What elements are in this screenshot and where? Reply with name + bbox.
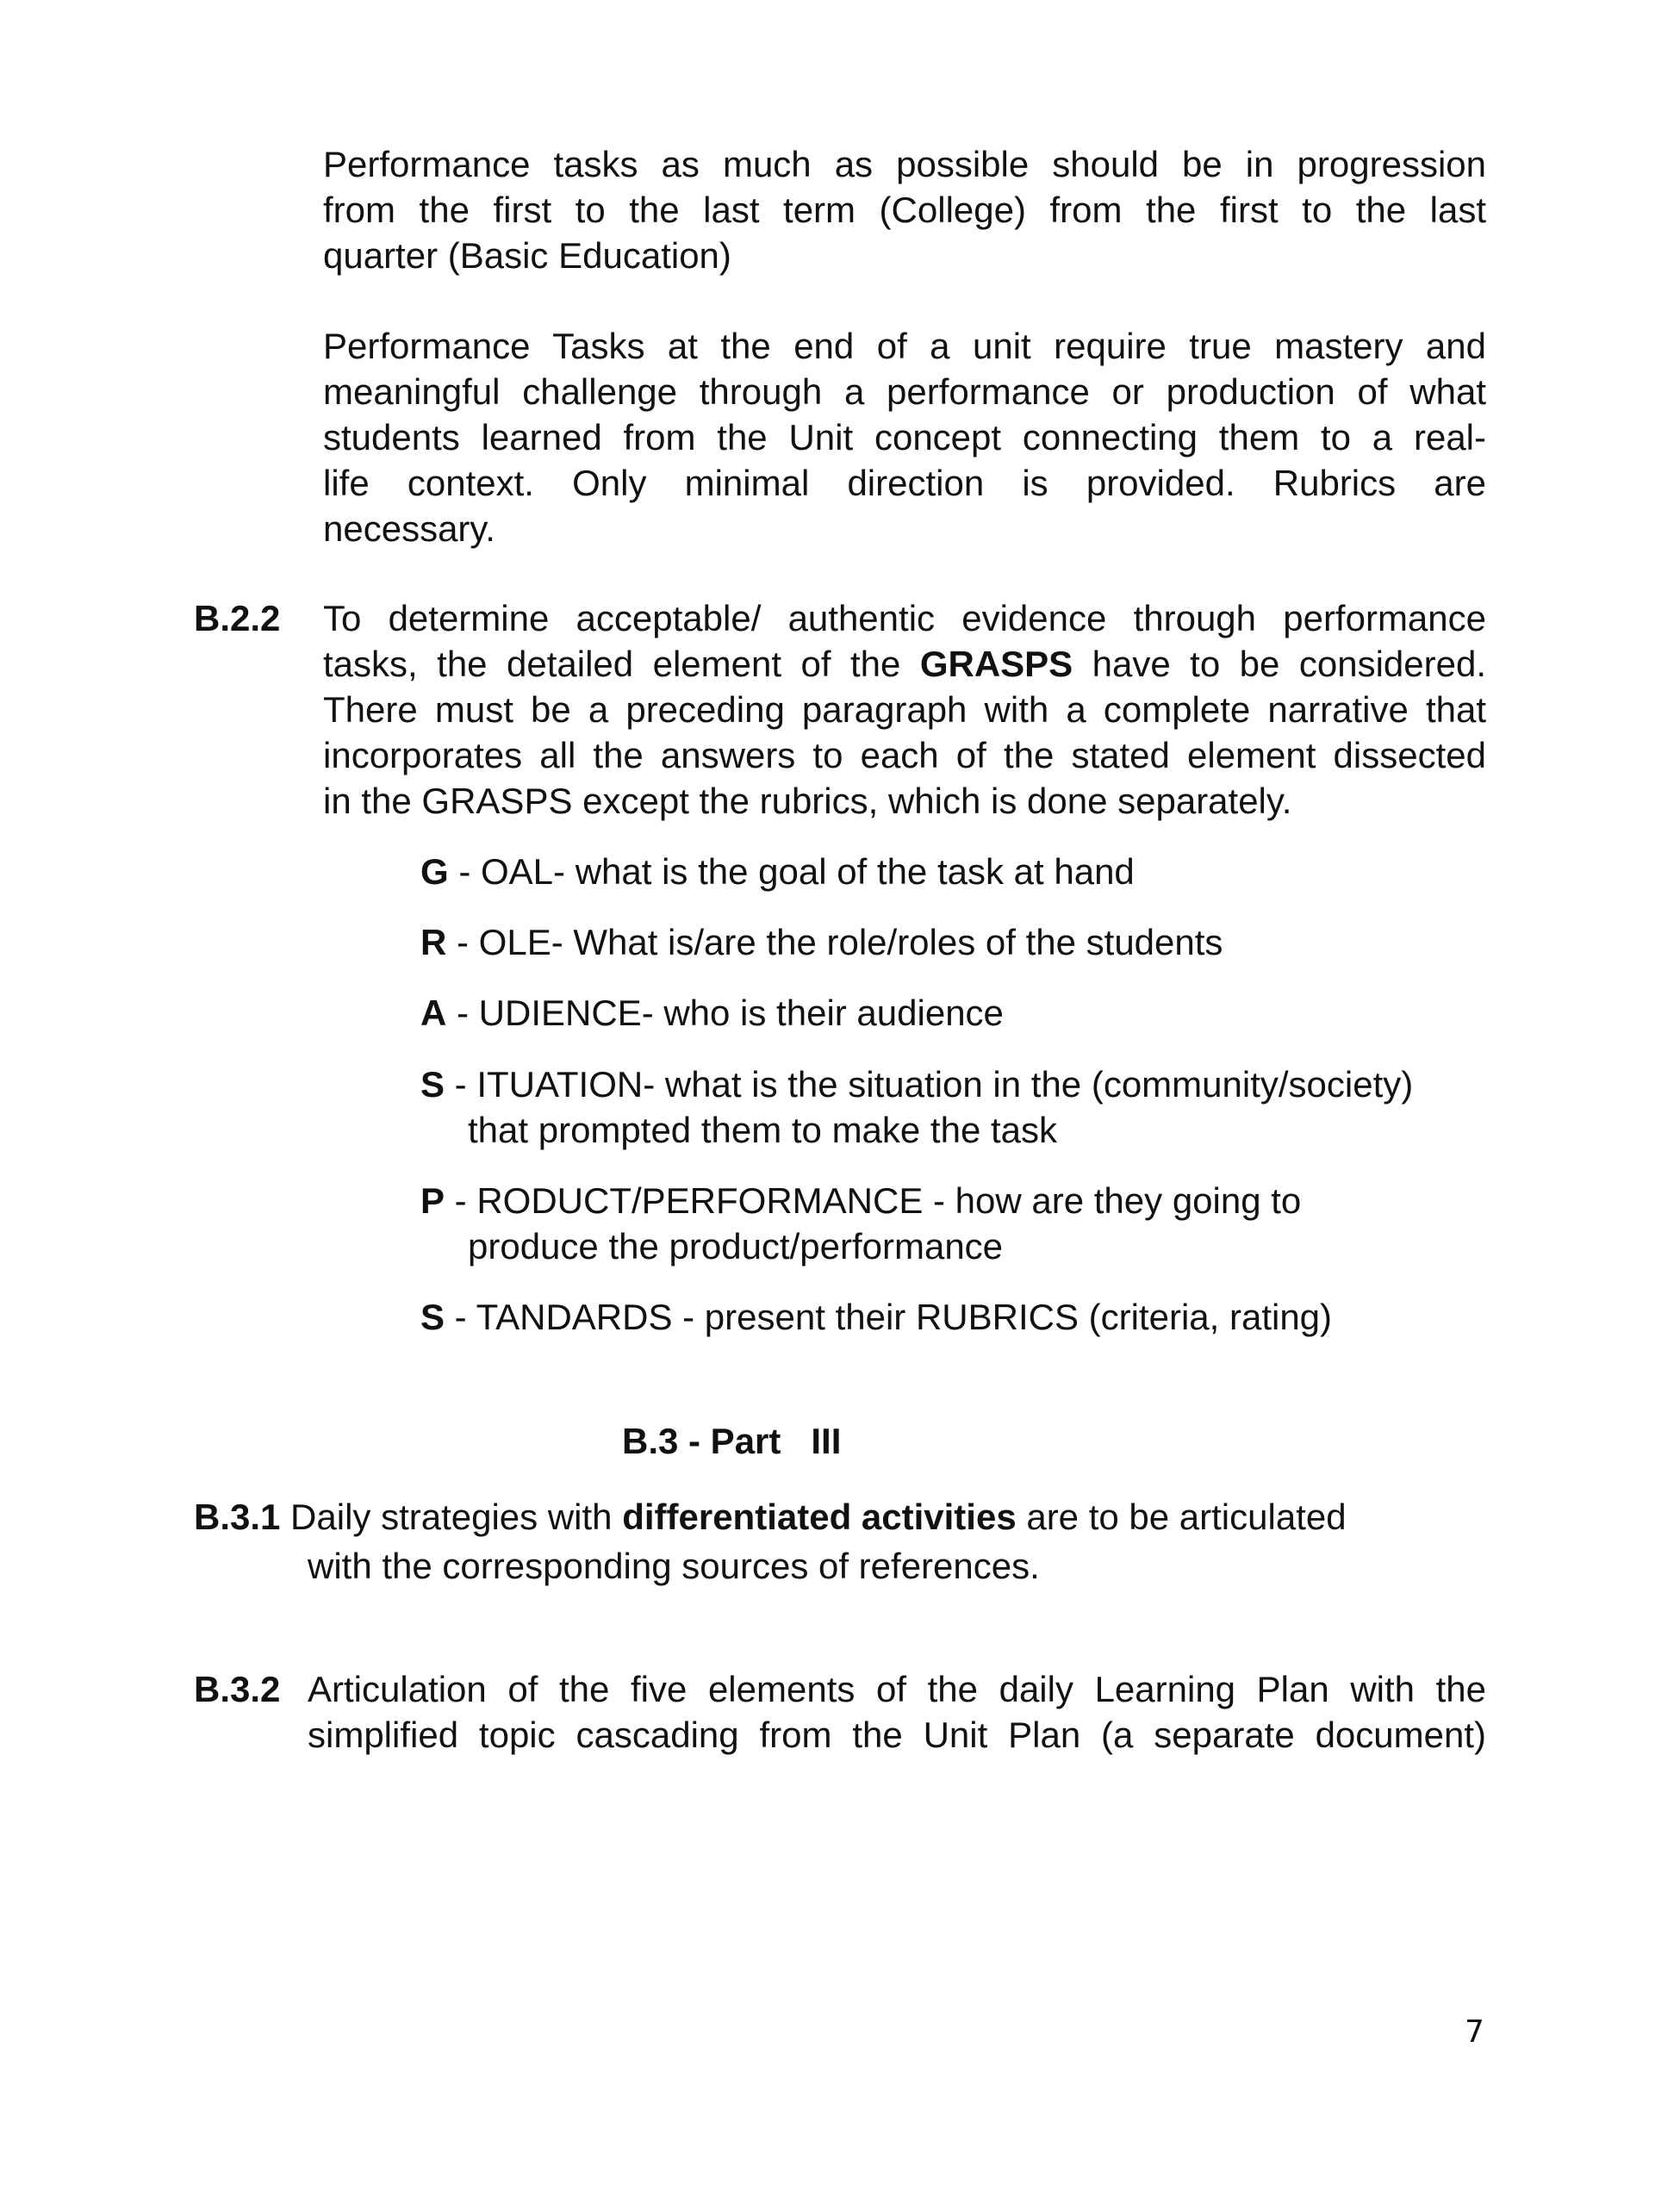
- text-line: Articulation of the five elements of the daily Learning Plan with the: [308, 1669, 1486, 1709]
- grasps-text: - OLE- What is/are the role/roles of the students: [446, 922, 1223, 962]
- text-line: meaningful challenge through a performance or production of what: [323, 371, 1486, 412]
- grasps-item-situation: [420, 1062, 1413, 1154]
- section-label: B.3.1: [194, 1497, 281, 1537]
- grasps-text: - TANDARDS - present their RUBRICS (criteria, rating): [445, 1297, 1333, 1337]
- grasps-item-standards: [420, 1295, 1332, 1341]
- grasps-item-audience: [420, 991, 1004, 1036]
- text-line: simplified topic cascading from the Unit Plan (a separate document): [308, 1715, 1486, 1755]
- text-line: Performance Tasks at the end of a unit require true mastery and: [323, 326, 1486, 366]
- grasps-letter: R: [420, 922, 447, 962]
- emphasis-term: differentiated activities: [622, 1497, 1017, 1537]
- text-line: incorporates all the answers to each of the stated element dissected: [323, 735, 1486, 775]
- grasps-item-goal: [420, 850, 1135, 895]
- grasps-text: - UDIENCE- who is their audience: [446, 993, 1004, 1033]
- text-line: Performance tasks as much as possible should be in progression: [323, 144, 1486, 184]
- section-label: B.2.2: [194, 598, 281, 638]
- text-line: There must be a preceding paragraph with a complete narrative that: [323, 689, 1486, 730]
- section-heading-b3: B.3 - Part III: [622, 1421, 842, 1461]
- text-span: Daily strategies with: [280, 1497, 623, 1537]
- text-line: life context. Only minimal direction is provided. Rubrics are: [323, 463, 1486, 503]
- page-number: 7: [1465, 2014, 1484, 2050]
- text-span: are to be articulated: [1016, 1497, 1347, 1537]
- grasps-letter: S: [420, 1297, 445, 1337]
- grasps-text: - ITUATION- what is the situation in the (community/society): [445, 1064, 1414, 1105]
- grasps-continuation: produce the product/performance: [468, 1225, 1004, 1267]
- grasps-item-product: [420, 1179, 1301, 1270]
- section-label: B.3.2: [194, 1669, 281, 1709]
- text-line: [323, 642, 1486, 688]
- text-line: necessary.: [323, 508, 495, 549]
- grasps-continuation: that prompted them to make the task: [468, 1109, 1058, 1150]
- grasps-term: GRASPS: [919, 644, 1073, 684]
- grasps-letter: S: [420, 1064, 445, 1105]
- grasps-letter: G: [420, 851, 449, 892]
- grasps-letter: P: [420, 1180, 445, 1221]
- text-line: students learned from the Unit concept connecting them to a real-: [323, 417, 1486, 457]
- text-line: quarter (Basic Education): [323, 235, 731, 276]
- grasps-item-role: [420, 920, 1223, 966]
- text-line: with the corresponding sources of references.: [308, 1546, 1040, 1586]
- text-span: tasks, the detailed element of the: [323, 644, 920, 684]
- grasps-text: - RODUCT/PERFORMANCE - how are they going to: [445, 1180, 1302, 1221]
- grasps-text: - OAL- what is the goal of the task at hand: [448, 851, 1135, 892]
- text-line: from the first to the last term (College) from the first to the last: [323, 190, 1486, 230]
- text-line: in the GRASPS except the rubrics, which is done separately.: [323, 781, 1292, 821]
- text-line: To determine acceptable/ authentic evidence through performance: [323, 598, 1486, 638]
- grasps-letter: A: [420, 993, 447, 1033]
- text-span: have to be considered.: [1073, 644, 1486, 684]
- text-line: [194, 1495, 1347, 1540]
